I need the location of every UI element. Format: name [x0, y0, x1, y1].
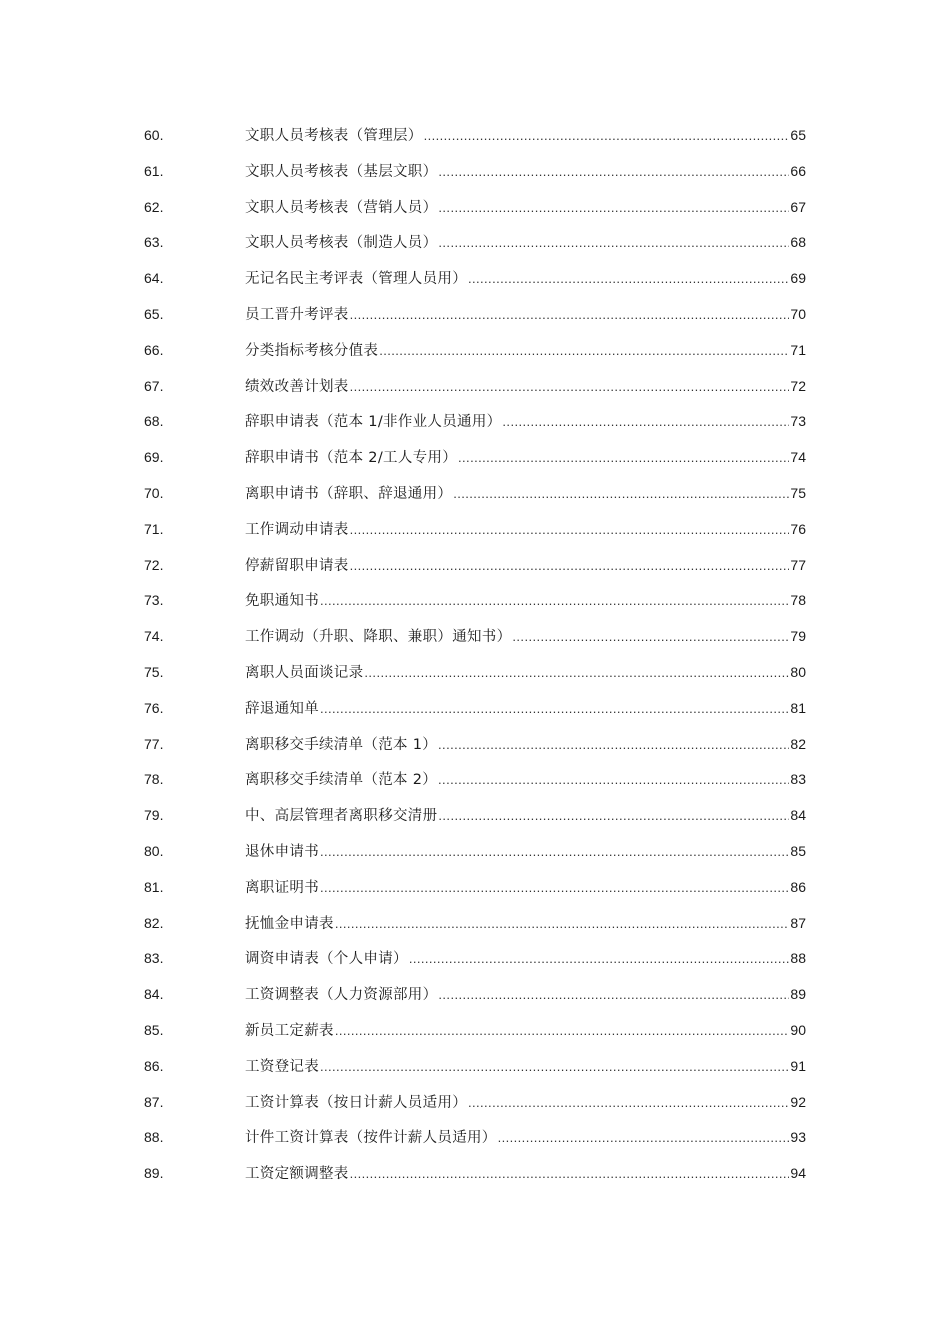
toc-entry-title: 辞退通知单 — [245, 700, 319, 717]
toc-entry-number: 88. — [144, 1129, 164, 1146]
toc-entry-page-number: 92 — [790, 1093, 806, 1110]
toc-entry-page-number: 76 — [790, 520, 806, 537]
toc-entry-page-number: 80 — [790, 663, 806, 680]
toc-dot-leader — [350, 548, 790, 584]
toc-entry-title: 辞职申请书（范本 2/工人专用） — [245, 450, 458, 467]
toc-dot-leader — [379, 333, 789, 369]
toc-entry-page-number: 66 — [790, 162, 806, 179]
toc-entry-number: 62. — [144, 198, 164, 215]
toc-dot-leader — [438, 190, 789, 226]
toc-entry-title: 中、高层管理者离职移交清册 — [245, 808, 438, 825]
toc-entry-number: 70. — [144, 484, 164, 501]
toc-entry-page-number: 72 — [790, 377, 806, 394]
toc-entry[interactable] — [144, 798, 806, 834]
toc-entry-number: 74. — [144, 628, 164, 645]
toc-entry[interactable] — [144, 261, 806, 297]
toc-entry-number: 82. — [144, 914, 164, 931]
toc-entry-title: 调资申请表（个人申请） — [245, 951, 408, 968]
toc-entry-page-number: 94 — [790, 1165, 806, 1182]
toc-entry[interactable] — [144, 154, 806, 190]
toc-dot-leader — [350, 1156, 790, 1192]
toc-entry-title: 文职人员考核表（营销人员） — [245, 199, 438, 216]
toc-entry-page-number: 77 — [790, 556, 806, 573]
toc-entry[interactable] — [144, 333, 806, 369]
toc-entry-title: 停薪留职申请表 — [245, 557, 349, 574]
toc-entry-number: 76. — [144, 699, 164, 716]
toc-entry-page-number: 69 — [790, 270, 806, 287]
toc-entry-number: 85. — [144, 1021, 164, 1038]
toc-entry-title: 离职移交手续清单（范本 1） — [245, 736, 438, 753]
toc-entry[interactable] — [144, 404, 806, 440]
toc-dot-leader — [512, 619, 789, 655]
toc-entry[interactable] — [144, 476, 806, 512]
toc-entry[interactable] — [144, 440, 806, 476]
toc-entry-number: 63. — [144, 234, 164, 251]
toc-entry[interactable] — [144, 1013, 806, 1049]
toc-entry[interactable] — [144, 225, 806, 261]
toc-entry[interactable] — [144, 977, 806, 1013]
toc-entry-title: 文职人员考核表（基层文职） — [245, 163, 438, 180]
toc-entry-page-number: 73 — [790, 413, 806, 430]
toc-entry-title: 工资登记表 — [245, 1058, 319, 1075]
toc-entry-title: 免职通知书 — [245, 593, 319, 610]
toc-entry-number: 89. — [144, 1165, 164, 1182]
toc-dot-leader — [424, 118, 790, 154]
toc-entry-page-number: 67 — [790, 198, 806, 215]
toc-dot-leader — [320, 691, 789, 727]
toc-entry[interactable] — [144, 512, 806, 548]
toc-entry-page-number: 83 — [790, 771, 806, 788]
toc-dot-leader — [320, 1049, 789, 1085]
toc-entry-title: 工作调动申请表 — [245, 521, 349, 538]
toc-entry-page-number: 70 — [790, 305, 806, 322]
toc-entry-title: 工资调整表（人力资源部用） — [245, 987, 438, 1004]
toc-entry-page-number: 93 — [790, 1129, 806, 1146]
toc-entry-title: 退休申请书 — [245, 843, 319, 860]
toc-dot-leader — [350, 297, 790, 333]
toc-entry[interactable] — [144, 369, 806, 405]
toc-entry-page-number: 88 — [790, 950, 806, 967]
toc-dot-leader — [468, 261, 789, 297]
toc-entry-page-number: 81 — [790, 699, 806, 716]
toc-entry-number: 78. — [144, 771, 164, 788]
toc-entry-number: 60. — [144, 127, 164, 143]
toc-entry-number: 67. — [144, 377, 164, 394]
toc-dot-leader — [350, 369, 790, 405]
toc-entry-number: 80. — [144, 842, 164, 859]
toc-entry[interactable] — [144, 834, 806, 870]
toc-entry[interactable] — [144, 906, 806, 942]
toc-entry-number: 64. — [144, 270, 164, 287]
toc-entry-page-number: 78 — [790, 592, 806, 609]
toc-entry-page-number: 74 — [790, 449, 806, 466]
toc-entry-page-number: 90 — [790, 1021, 806, 1038]
toc-dot-leader — [438, 798, 789, 834]
toc-entry-title: 抚恤金申请表 — [245, 915, 334, 932]
toc-dot-leader — [468, 1085, 789, 1121]
toc-entry-number: 65. — [144, 305, 164, 322]
toc-dot-leader — [438, 727, 789, 763]
toc-dot-leader — [453, 476, 789, 512]
toc-entry-page-number: 75 — [790, 484, 806, 501]
toc-entry-title: 工作调动（升职、降职、兼职）通知书） — [245, 629, 512, 646]
toc-entry[interactable] — [144, 1156, 806, 1192]
toc-dot-leader — [438, 977, 789, 1013]
toc-entry[interactable] — [144, 691, 806, 727]
toc-entry[interactable] — [144, 583, 806, 619]
toc-entry[interactable] — [144, 762, 806, 798]
toc-entry-page-number: 71 — [790, 341, 806, 358]
toc-entry-title: 辞职申请表（范本 1/非作业人员通用） — [245, 414, 502, 431]
toc-entry[interactable] — [144, 1049, 806, 1085]
toc-entry[interactable] — [144, 1085, 806, 1121]
toc-entry-number: 61. — [144, 162, 164, 179]
toc-entry-title: 新员工定薪表 — [245, 1022, 334, 1039]
toc-entry-page-number: 91 — [790, 1057, 806, 1074]
toc-entry-number: 79. — [144, 807, 164, 824]
toc-entry-page-number: 84 — [790, 807, 806, 824]
toc-entry-number: 71. — [144, 520, 164, 537]
toc-dot-leader — [498, 1120, 790, 1156]
toc-entry-page-number: 86 — [790, 878, 806, 895]
toc-dot-leader — [438, 225, 789, 261]
toc-entry-page-number: 79 — [790, 628, 806, 645]
toc-entry-number: 73. — [144, 592, 164, 609]
toc-entry-page-number: 65 — [790, 127, 806, 143]
toc-entry-number: 87. — [144, 1093, 164, 1110]
toc-dot-leader — [335, 1013, 790, 1049]
toc-dot-leader — [364, 655, 789, 691]
toc-entry-number: 72. — [144, 556, 164, 573]
toc-dot-leader — [335, 906, 790, 942]
toc-entry[interactable] — [144, 619, 806, 655]
toc-entry-number: 81. — [144, 878, 164, 895]
table-of-contents — [144, 118, 806, 1192]
toc-entry-number: 75. — [144, 663, 164, 680]
toc-entry[interactable] — [144, 118, 806, 154]
toc-dot-leader — [350, 512, 790, 548]
toc-dot-leader — [458, 440, 789, 476]
toc-entry[interactable] — [144, 870, 806, 906]
toc-dot-leader — [438, 762, 789, 798]
toc-entry-title: 离职申请书（辞职、辞退通用） — [245, 485, 453, 502]
toc-entry-number: 66. — [144, 341, 164, 358]
toc-entry-title: 离职移交手续清单（范本 2） — [245, 772, 438, 789]
toc-dot-leader — [320, 583, 789, 619]
toc-entry-page-number: 87 — [790, 914, 806, 931]
toc-entry-title: 绩效改善计划表 — [245, 378, 349, 395]
toc-dot-leader — [320, 834, 789, 870]
toc-entry-number: 83. — [144, 950, 164, 967]
toc-entry-page-number: 89 — [790, 986, 806, 1003]
toc-entry[interactable] — [144, 190, 806, 226]
toc-entry-number: 77. — [144, 735, 164, 752]
toc-entry-page-number: 85 — [790, 842, 806, 859]
toc-entry[interactable] — [144, 297, 806, 333]
toc-entry-title: 工资定额调整表 — [245, 1166, 349, 1183]
toc-entry[interactable] — [144, 727, 806, 763]
toc-dot-leader — [409, 941, 790, 977]
toc-entry-title: 离职证明书 — [245, 879, 319, 896]
toc-entry-number: 86. — [144, 1057, 164, 1074]
toc-entry-title: 工资计算表（按日计薪人员适用） — [245, 1094, 467, 1111]
toc-entry-number: 68. — [144, 413, 164, 430]
toc-dot-leader — [502, 404, 789, 440]
toc-entry-page-number: 68 — [790, 234, 806, 251]
toc-entry-title: 分类指标考核分值表 — [245, 342, 379, 359]
toc-entry[interactable] — [144, 1120, 806, 1156]
toc-entry-title: 员工晋升考评表 — [245, 306, 349, 323]
toc-dot-leader — [438, 154, 789, 190]
toc-entry[interactable] — [144, 655, 806, 691]
toc-entry-title: 离职人员面谈记录 — [245, 664, 364, 681]
toc-entry[interactable] — [144, 548, 806, 584]
toc-entry-page-number: 82 — [790, 735, 806, 752]
toc-entry-title: 无记名民主考评表（管理人员用） — [245, 271, 467, 288]
toc-entry-number: 84. — [144, 986, 164, 1003]
toc-entry-title: 计件工资计算表（按件计薪人员适用） — [245, 1130, 497, 1147]
toc-dot-leader — [320, 870, 789, 906]
toc-entry-number: 69. — [144, 449, 164, 466]
toc-entry[interactable] — [144, 941, 806, 977]
toc-entry-title: 文职人员考核表（管理层） — [245, 128, 423, 144]
toc-entry-title: 文职人员考核表（制造人员） — [245, 235, 438, 252]
